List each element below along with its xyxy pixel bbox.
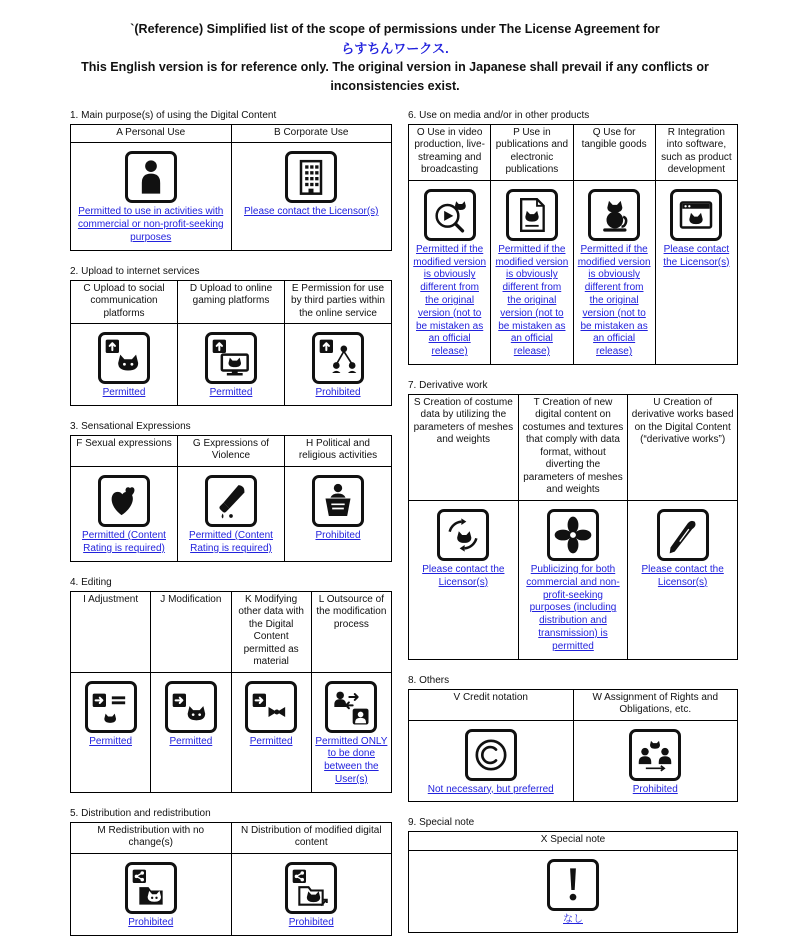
- section-heading: 8. Others: [408, 674, 450, 686]
- permission-cell: [178, 324, 285, 406]
- video-production-icon: [424, 189, 476, 241]
- status-link[interactable]: Prohibited: [128, 916, 174, 928]
- podium-icon: [312, 475, 364, 527]
- permission-cell: [151, 672, 231, 792]
- section-special-note: [408, 817, 738, 932]
- upload-social-icon: [98, 332, 150, 384]
- status-link[interactable]: Permitted: [89, 735, 133, 747]
- column-header: E Permission for use by third parties within the online service: [285, 280, 392, 324]
- copyright-icon: [465, 729, 517, 781]
- status-link[interactable]: Permitted to use in activities with commercial or non-profit-seeking purposes: [77, 206, 224, 243]
- status-link[interactable]: Permitted: [249, 735, 293, 747]
- permission-table: [70, 435, 392, 562]
- section-heading: 9. Special note: [408, 817, 475, 829]
- section-heading: 3. Sensational Expressions: [70, 420, 191, 432]
- column-header: Q Use for tangible goods: [573, 124, 655, 180]
- permission-table: [70, 822, 392, 936]
- status-link[interactable]: Not necessary, but preferred: [427, 783, 554, 795]
- costume-data-recycle-icon: [437, 509, 489, 561]
- column-header: F Sexual expressions: [71, 435, 178, 466]
- pen-nib-icon: [657, 509, 709, 561]
- left-column: [70, 110, 392, 951]
- title-disclaimer: This English version is for reference only. The original version in Japanese shall prevail if any conflicts or inconsistencies exist.: [81, 60, 709, 93]
- redistribution-folder-icon: [125, 862, 177, 914]
- assignment-people-icon: [629, 729, 681, 781]
- permission-cell: [409, 180, 491, 364]
- status-link[interactable]: Permitted if the modified version is obviously different from the original version (not to be mistaken as an official release): [413, 243, 487, 358]
- column-header: T Creation of new digital content on costumes and textures that comply with data format, without diverting the parameters of meshes and weights: [518, 394, 628, 500]
- upload-gaming-icon: [205, 332, 257, 384]
- permission-cell: [71, 853, 232, 935]
- permission-table: [408, 689, 738, 803]
- adjustment-icon: [85, 681, 137, 733]
- column-header: M Redistribution with no change(s): [71, 822, 232, 853]
- column-header: D Upload to online gaming platforms: [178, 280, 285, 324]
- status-link[interactable]: Please contact the Licensor(s): [663, 243, 730, 268]
- status-link[interactable]: Permitted ONLY to be done between the User(s): [315, 735, 388, 785]
- permission-cell: [285, 324, 392, 406]
- column-header: X Special note: [409, 832, 738, 851]
- corporate-building-icon: [285, 151, 337, 203]
- document-title: [0, 0, 790, 96]
- column-header: P Use in publications and electronic publications: [491, 124, 573, 180]
- title-line-1: `(Reference) Simplified list of the scope of permissions under The License Agreement for: [130, 22, 660, 36]
- permission-table: [70, 124, 392, 251]
- permission-cell: [231, 143, 392, 250]
- permission-cell: [311, 672, 391, 792]
- column-header: V Credit notation: [409, 689, 574, 720]
- right-column: [408, 110, 738, 948]
- knife-icon: [205, 475, 257, 527]
- section-heading: 7. Derivative work: [408, 379, 488, 391]
- section-upload: [70, 266, 392, 406]
- column-header: W Assignment of Rights and Obligations, etc.: [573, 689, 738, 720]
- third-party-share-icon: [312, 332, 364, 384]
- outsource-icon: [325, 681, 377, 733]
- title-product-name: らすちんワークス.: [341, 40, 449, 56]
- column-header: L Outsource of the modification process: [311, 591, 391, 672]
- permission-table: [70, 280, 392, 406]
- status-link[interactable]: Permitted (Content Rating is required): [82, 529, 166, 554]
- section-distribution: [70, 808, 392, 936]
- permission-cell: [409, 720, 574, 802]
- section-heading: 5. Distribution and redistribution: [70, 807, 211, 819]
- section-heading: 6. Use on media and/or in other products: [408, 109, 590, 121]
- column-header: R Integration into software, such as product development: [655, 124, 737, 180]
- column-header: C Upload to social communication platforms: [71, 280, 178, 324]
- permission-cell: [285, 466, 392, 561]
- flower-icon: [547, 509, 599, 561]
- permission-cell: [71, 143, 232, 250]
- column-header: A Personal Use: [71, 124, 232, 143]
- permission-table: [408, 394, 738, 660]
- permission-cell: [71, 324, 178, 406]
- exclamation-icon: [547, 859, 599, 911]
- column-header: J Modification: [151, 591, 231, 672]
- section-heading: 2. Upload to internet services: [70, 265, 200, 277]
- permission-table: [70, 591, 392, 793]
- section-editing: [70, 577, 392, 793]
- section-heading: 1. Main purpose(s) of using the Digital Content: [70, 109, 277, 121]
- status-link[interactable]: Please contact the Licensor(s): [243, 206, 379, 218]
- permission-cell: [178, 466, 285, 561]
- modify-material-icon: [245, 681, 297, 733]
- modified-distribution-icon: [285, 862, 337, 914]
- hearts-icon: [98, 475, 150, 527]
- section-media-products: [408, 110, 738, 365]
- content-columns: [0, 110, 790, 951]
- status-link[interactable]: Prohibited: [288, 916, 334, 928]
- permission-cell: [409, 850, 738, 932]
- permission-cell: [231, 672, 311, 792]
- status-link[interactable]: Permitted: [169, 735, 213, 747]
- status-link[interactable]: Prohibited: [315, 387, 361, 399]
- permission-cell: [71, 672, 151, 792]
- status-link[interactable]: Prohibited: [632, 783, 678, 795]
- column-header: G Expressions of Violence: [178, 435, 285, 466]
- section-main-purpose: [70, 110, 392, 251]
- permission-cell: [573, 720, 738, 802]
- person-icon: [125, 151, 177, 203]
- section-heading: 4. Editing: [70, 576, 112, 588]
- permission-cell: [409, 500, 519, 659]
- software-window-icon: [670, 189, 722, 241]
- column-header: B Corporate Use: [231, 124, 392, 143]
- column-header: O Use in video production, live-streaming and broadcasting: [409, 124, 491, 180]
- column-header: K Modifying other data with the Digital Content permitted as material: [231, 591, 311, 672]
- status-link[interactable]: Please contact the Licensor(s): [641, 563, 724, 588]
- status-link[interactable]: Permitted: [102, 387, 146, 399]
- status-link[interactable]: Publicizing for both commercial and non-profit-seeking purposes (including distribution and transmission) is permitted: [526, 563, 620, 652]
- column-header: S Creation of costume data by utilizing the parameters of meshes and weights: [409, 394, 519, 500]
- column-header: N Distribution of modified digital content: [231, 822, 392, 853]
- figurine-icon: [588, 189, 640, 241]
- status-link[interactable]: Prohibited: [315, 529, 361, 541]
- status-link[interactable]: Please contact the Licensor(s): [422, 563, 505, 588]
- publication-icon: [506, 189, 558, 241]
- permission-cell: [518, 500, 628, 659]
- permission-cell: [573, 180, 655, 364]
- status-link[interactable]: Permitted if the modified version is obviously different from the original version (not to be mistaken as an official release): [577, 243, 651, 358]
- section-others: [408, 675, 738, 803]
- status-link[interactable]: なし: [563, 913, 583, 925]
- status-link[interactable]: Permitted: [209, 387, 253, 399]
- permission-table: [408, 831, 738, 932]
- status-link[interactable]: Permitted (Content Rating is required): [189, 529, 273, 554]
- column-header: I Adjustment: [71, 591, 151, 672]
- permission-cell: [491, 180, 573, 364]
- column-header: U Creation of derivative works based on the Digital Content (“derivative works”): [628, 394, 738, 500]
- modification-icon: [165, 681, 217, 733]
- column-header: H Political and religious activities: [285, 435, 392, 466]
- permission-cell: [231, 853, 392, 935]
- permission-table: [408, 124, 738, 365]
- section-derivative: [408, 380, 738, 660]
- status-link[interactable]: Permitted if the modified version is obviously different from the original version (not to be mistaken as an official release): [495, 243, 569, 358]
- permission-cell: [71, 466, 178, 561]
- permission-cell: [655, 180, 737, 364]
- section-sensational: [70, 421, 392, 562]
- permission-cell: [628, 500, 738, 659]
